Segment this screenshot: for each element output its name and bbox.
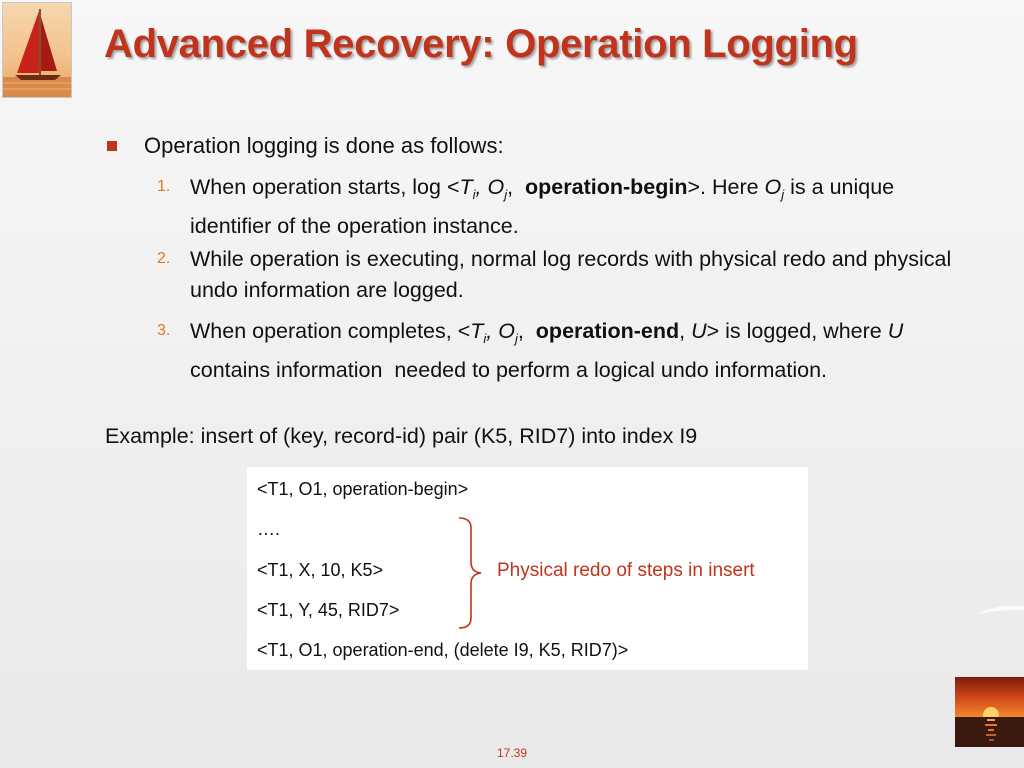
log-line: <T1, X, 10, K5> bbox=[257, 560, 384, 580]
list-number: 3. bbox=[157, 322, 171, 339]
list-item-text: When operation completes, $<T_i$, $O_j$, operation-end, U> is logged, where U contains information needed to perform a logical undo information. bbox=[190, 319, 910, 382]
right-brace-icon bbox=[455, 516, 485, 631]
log-line: <T1, O1, operation-begin> bbox=[257, 479, 469, 499]
list-item-text: When operation starts, $\log <T_i$, $O_j$, operation-begin>. Here $O_j$ is a unique identifier of the operation instance. bbox=[190, 175, 895, 238]
list-number: 1. bbox=[157, 178, 171, 195]
example-text: Example: insert of (key, record-id) pair (K5, RID7) into index I9 bbox=[105, 424, 698, 448]
square-bullet-icon bbox=[107, 141, 117, 151]
log-line: <T1, Y, 45, RID7> bbox=[257, 600, 400, 620]
list-item-text: While operation is executing, normal log records with physical redo and physical undo information are logged. bbox=[190, 247, 952, 302]
sunset-image-icon bbox=[955, 677, 1024, 747]
page-number: 17.39 bbox=[496, 746, 528, 760]
log-records-box bbox=[247, 467, 808, 670]
main-bullet-text: Operation logging is done as follows: bbox=[144, 133, 504, 158]
physical-redo-note: Physical redo of steps in insert bbox=[497, 560, 755, 581]
log-line: …. bbox=[257, 519, 281, 539]
sailboat-logo-icon bbox=[2, 2, 72, 98]
decorative-swoosh bbox=[980, 600, 1024, 630]
slide-title: Advanced Recovery: Operation Logging bbox=[104, 22, 858, 66]
list-number: 2. bbox=[157, 250, 171, 267]
log-line: <T1, O1, operation-end, (delete I9, K5, RID7)> bbox=[257, 640, 629, 660]
